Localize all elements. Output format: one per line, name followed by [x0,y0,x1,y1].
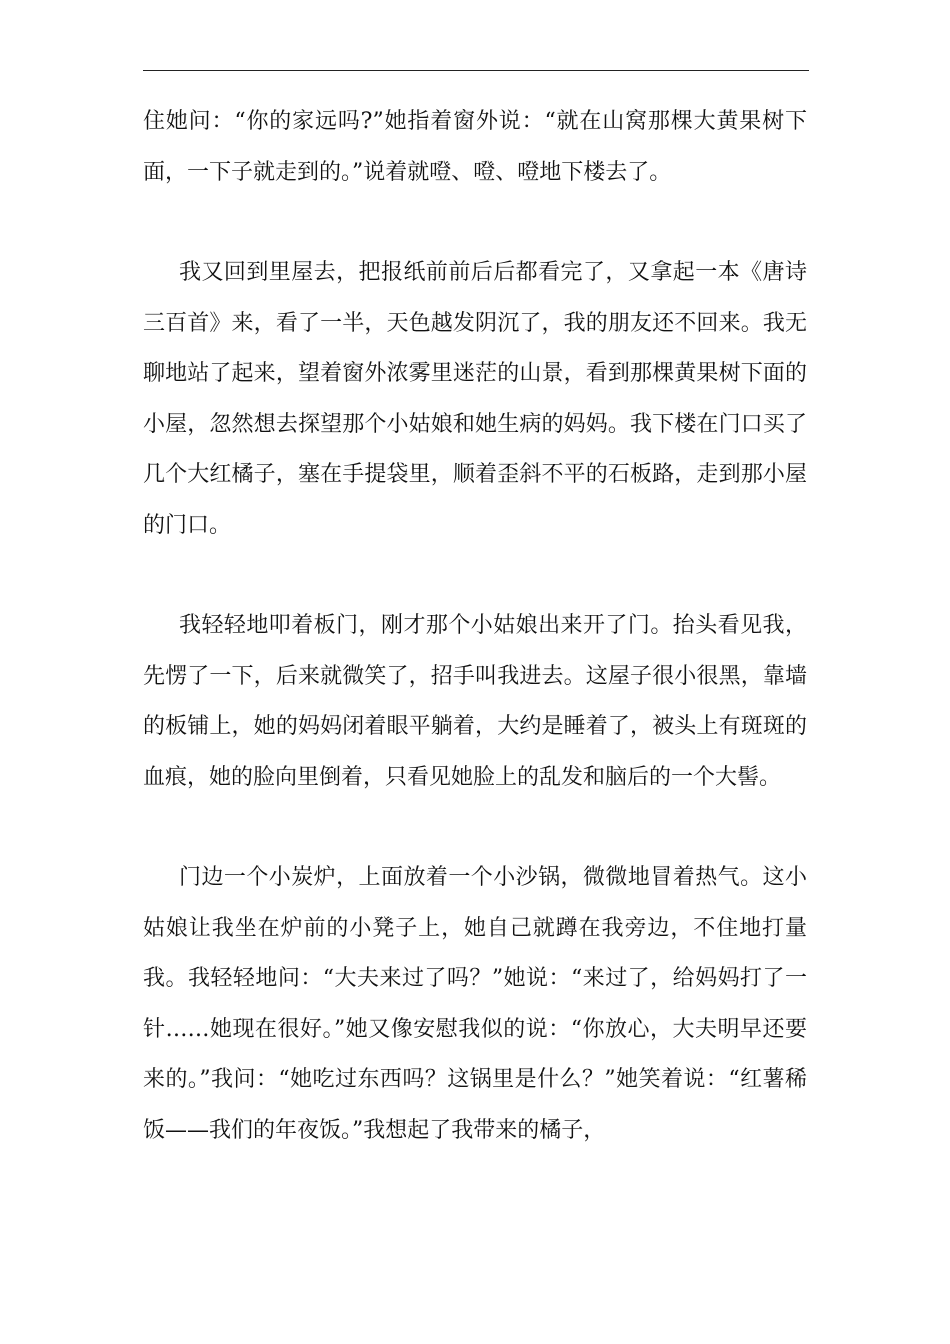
paragraph-2: 我又回到里屋去，把报纸前前后后都看完了，又拿起一本《唐诗三百首》来，看了一半，天色越发阴沉了，我的朋友还不回来。我无聊地站了起来，望着窗外浓雾里迷茫的山景，看到那棵黄果树下面的小屋，忽然想去探望那个小姑娘和她生病的妈妈。我下楼在门口买了几个大红橘子，塞在手提袋里，顺着歪斜不平的石板路，走到那小屋的门口。 [143,260,807,538]
paragraph-3: 我轻轻地叩着板门，刚才那个小姑娘出来开了门。抬头看见我，先愣了一下，后来就微笑了，招手叫我进去。这屋子很小很黑，靠墙的板铺上，她的妈妈闭着眼平躺着，大约是睡着了，被头上有斑斑的血痕，她的脸向里倒着，只看见她脸上的乱发和脑后的一个大髻。 [143,613,807,790]
header-rule [143,70,809,71]
document-body [143,97,807,1206]
paragraph-1: 住她问：“你的家远吗?”她指着窗外说：“就在山窝那棵大黄果树下面，一下子就走到的。”说着就噔、噔、噔地下楼去了。 [143,109,807,185]
paragraph-4: 门边一个小炭炉，上面放着一个小沙锅，微微地冒着热气。这小姑娘让我坐在炉前的小凳子上，她自己就蹲在我旁边，不住地打量我。我轻轻地问：“大夫来过了吗？”她说：“来过了，给妈妈打了一针……她现在很好。”她又像安慰我似的说：“你放心，大夫明早还要来的。”我问：“她吃过东西吗？这锅里是什么？”她笑着说：“红薯稀饭——我们的年夜饭。”我想起了我带来的橘子， [143,865,807,1143]
